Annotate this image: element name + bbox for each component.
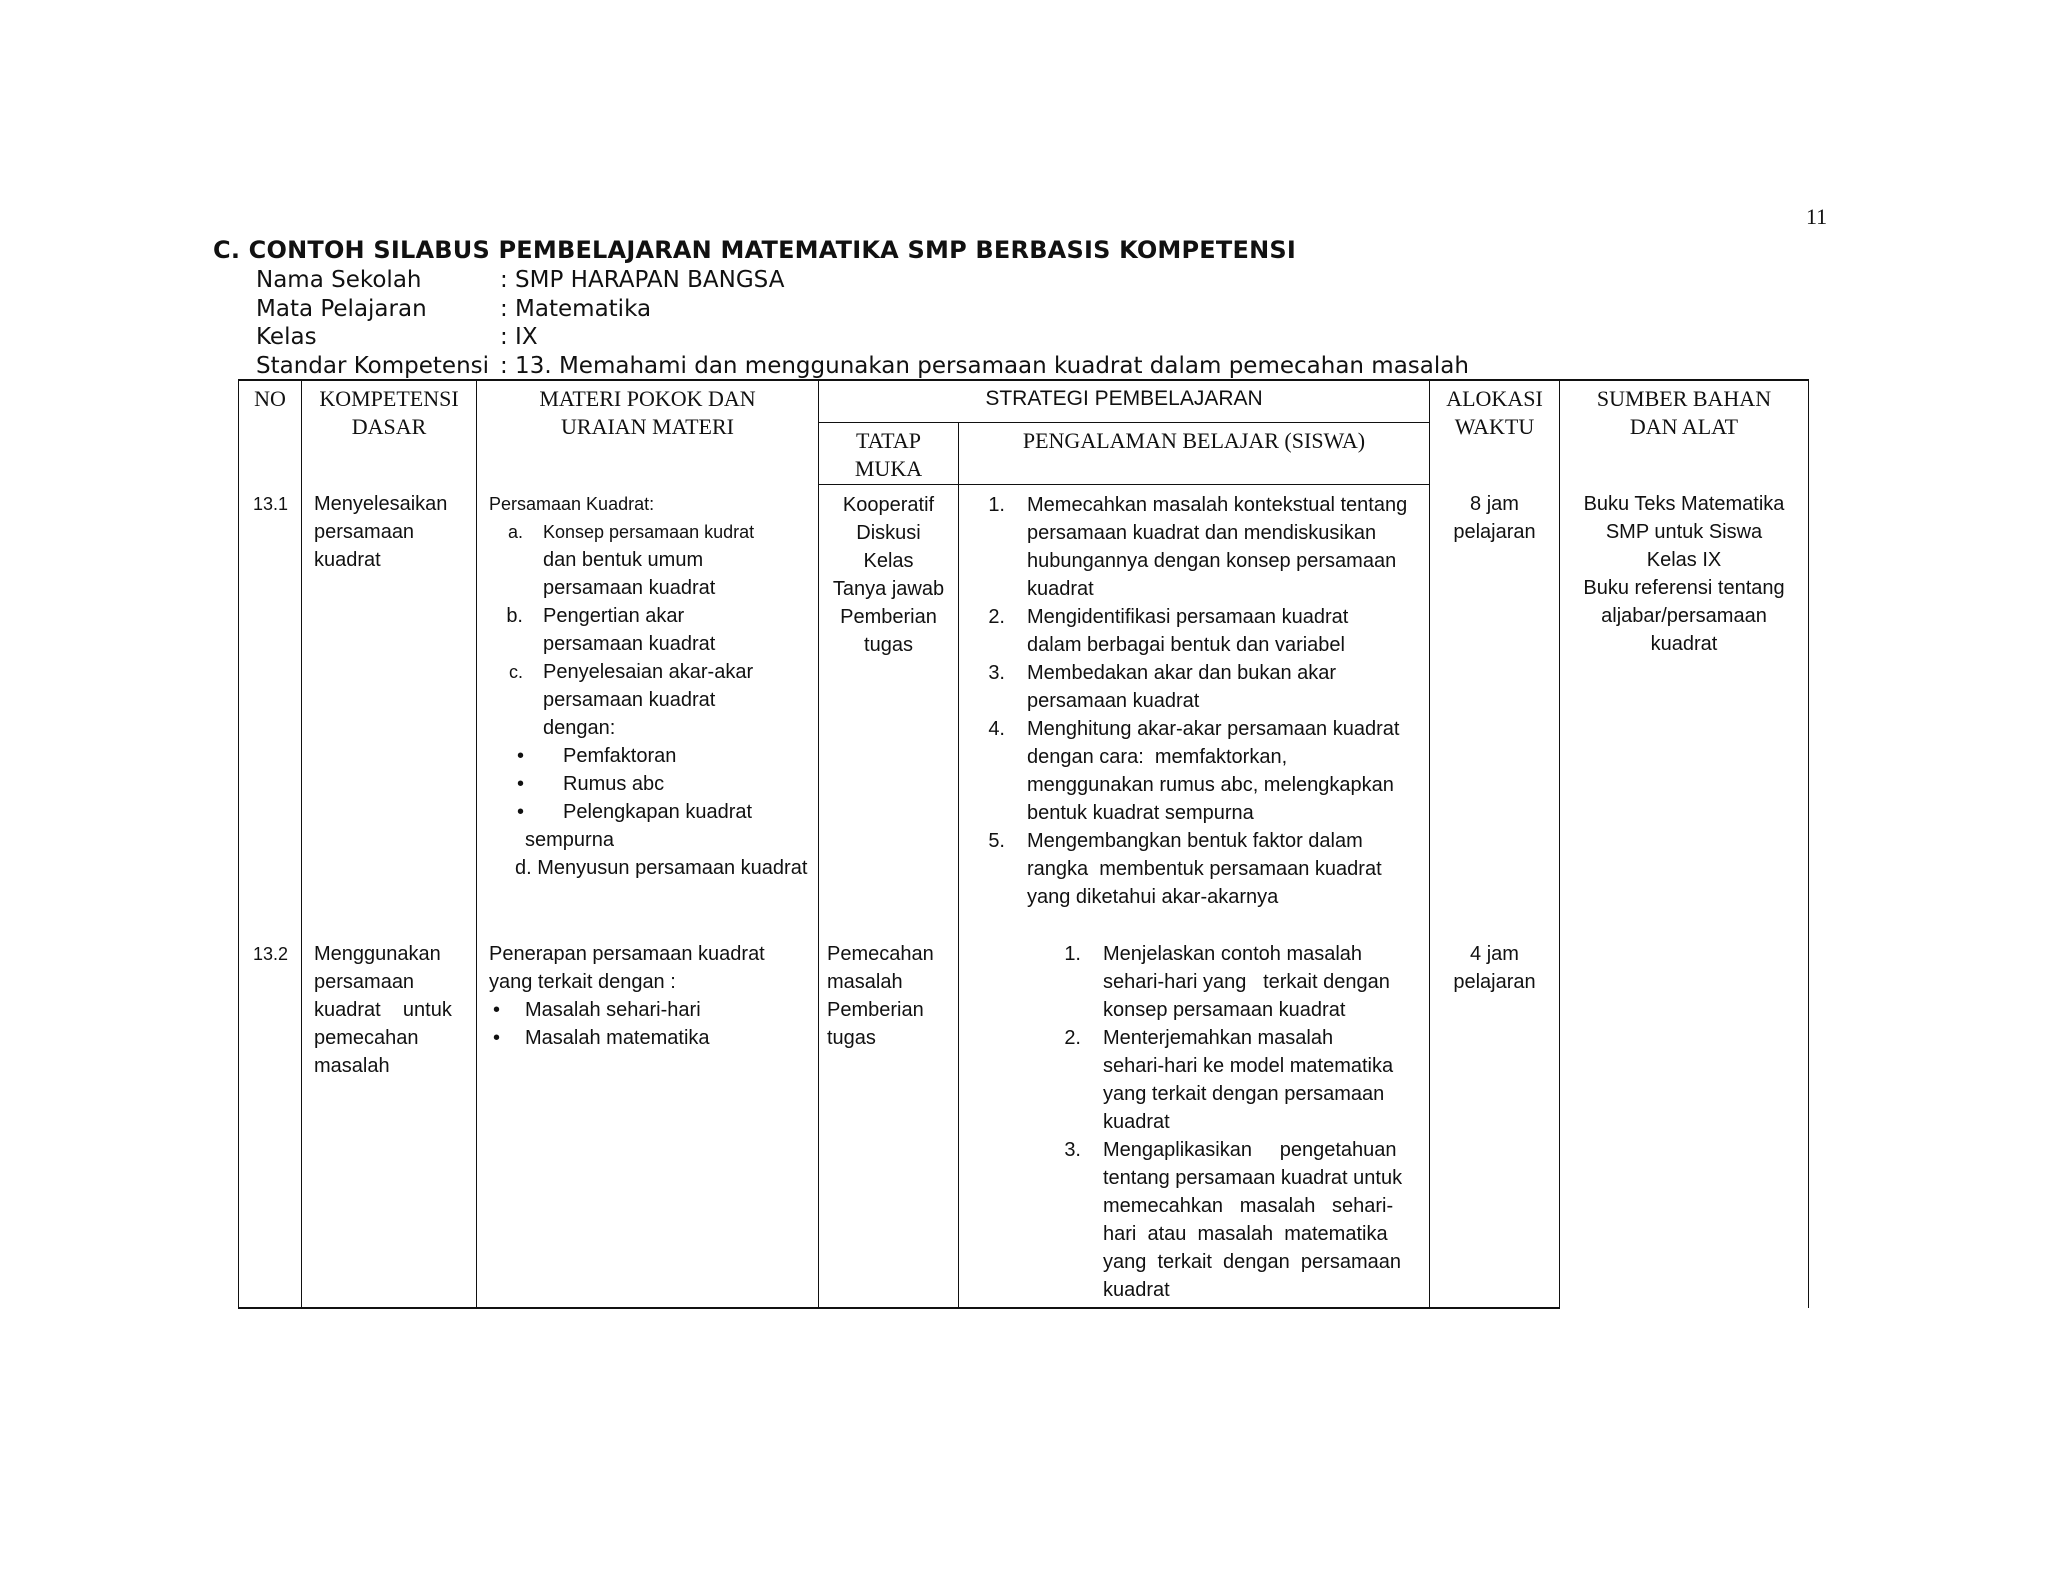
kompetensi-cell <box>302 934 477 1308</box>
list-item <box>489 518 810 602</box>
item-text <box>1027 659 1421 715</box>
cell-line: Menjelaskan contoh masalah <box>1103 943 1363 965</box>
cell-line: bentuk kuadrat sempurna <box>1027 801 1254 824</box>
list-item <box>965 603 1421 659</box>
item-marker: 3. <box>1064 1139 1081 1161</box>
cell-line: 8 jam <box>1470 493 1519 515</box>
cell-line: Kelas <box>863 549 914 572</box>
item-text <box>1103 1136 1419 1304</box>
cell-line: pelajaran <box>1453 971 1536 993</box>
cell-line: Kooperatif <box>842 493 935 516</box>
alokasi-cell <box>1430 484 1560 934</box>
item-text <box>543 518 810 602</box>
cell-line: dan bentuk umum <box>543 549 704 571</box>
pengalaman-cell <box>959 484 1430 934</box>
bullet-item <box>489 1024 810 1052</box>
cell-line: masalah <box>314 1055 390 1077</box>
cell-line: kuadrat untuk <box>314 999 452 1021</box>
cell-line: Membedakan akar dan bukan akar <box>1027 661 1337 684</box>
info-value: : SMP HARAPAN BANGSA <box>500 267 785 293</box>
header-kompetensi: KOMPETENSI DASAR <box>302 380 477 484</box>
tatap-muka-cell <box>819 934 959 1308</box>
bullet-icon: • <box>517 745 525 767</box>
cell-line: sehari-hari ke model matematika <box>1103 1055 1394 1077</box>
header-materi: MATERI POKOK DAN URAIAN MATERI <box>477 380 819 484</box>
cell-line: konsep persamaan kuadrat <box>1103 999 1346 1021</box>
list-item <box>965 940 1419 1024</box>
item-text <box>1027 827 1421 911</box>
cell-line: dengan: <box>543 717 616 739</box>
bullet-icon: • <box>517 773 525 795</box>
list-item <box>489 602 810 658</box>
cell-line: tugas <box>864 633 913 656</box>
row-number: 13.1 <box>239 484 302 934</box>
list-item <box>965 659 1421 715</box>
cell-line: kuadrat <box>314 549 381 571</box>
item-marker: 1. <box>1064 943 1081 965</box>
cell-line: Pengertian akar <box>543 605 685 627</box>
cell-line: Menyelesaikan <box>314 493 448 515</box>
cell-line: menggunakan rumus abc, melengkapkan <box>1027 773 1394 796</box>
cell-line: pelajaran <box>1453 521 1536 543</box>
info-row <box>256 295 1469 324</box>
bullet-item <box>489 742 810 770</box>
cell-line: Pemecahan <box>827 943 934 965</box>
bullet-icon: • <box>493 1027 501 1049</box>
cell-line: masalah <box>827 971 903 993</box>
cell-line: yang terkait dengan persamaan <box>1103 1251 1401 1273</box>
bullet-text: Pemfaktoran <box>563 745 677 767</box>
bullet-text: Masalah sehari-hari <box>525 999 701 1021</box>
cell-line: Mengidentifikasi persamaan kuadrat <box>1027 605 1349 628</box>
header-pengalaman: PENGALAMAN BELAJAR (SISWA) <box>959 422 1430 484</box>
kompetensi-cell <box>302 484 477 934</box>
table-row <box>239 484 1809 934</box>
header-sumber: SUMBER BAHAN DAN ALAT <box>1560 380 1809 484</box>
bullet-item <box>489 798 810 826</box>
item-marker: 2. <box>1064 1027 1081 1049</box>
item-text <box>543 602 810 658</box>
cell-line: Mengaplikasikan pengetahuan <box>1103 1139 1397 1161</box>
info-row <box>256 266 1469 295</box>
info-label: Nama Sekolah <box>256 267 422 293</box>
item-marker: 4. <box>988 717 1005 740</box>
cell-line: Menghitung akar-akar persamaan kuadrat <box>1027 717 1400 740</box>
header-no: NO <box>239 380 302 484</box>
item-text <box>1103 940 1419 1024</box>
materi-cell <box>477 934 819 1308</box>
cell-line: tugas <box>827 1027 876 1049</box>
cell-line: Pemberian <box>840 605 937 628</box>
cell-line: Konsep persamaan kudrat <box>543 522 755 542</box>
syllabus-table <box>238 379 1809 1309</box>
cell-line: memecahkan masalah sehari- <box>1103 1195 1394 1217</box>
cell-line: persamaan kuadrat <box>543 633 716 655</box>
cell-line: Buku Teks Matematika <box>1583 493 1785 515</box>
item-marker: 3. <box>988 661 1005 684</box>
cell-line: Buku referensi tentang <box>1583 577 1785 599</box>
row-number: 13.2 <box>239 934 302 1308</box>
bullet-item <box>489 996 810 1024</box>
item-marker: a. <box>507 522 523 542</box>
cell-line: dengan cara: memfaktorkan, <box>1027 745 1288 768</box>
cell-line: tentang persamaan kuadrat untuk <box>1103 1167 1403 1189</box>
item-text <box>1027 715 1421 827</box>
cell-line: SMP untuk Siswa <box>1605 521 1763 543</box>
cell-line: persamaan kuadrat <box>543 577 716 599</box>
list-item <box>965 827 1421 911</box>
cell-line: Memecahkan masalah kontekstual tentang <box>1027 493 1408 516</box>
cell-line: sehari-hari yang terkait dengan <box>1103 971 1390 993</box>
cell-line: persamaan kuadrat <box>1027 689 1200 712</box>
cell-line: yang diketahui akar-akarnya <box>1027 885 1279 908</box>
cell-line: Kelas IX <box>1646 549 1722 571</box>
item-text <box>1027 603 1421 659</box>
bullet-text: Pelengkapan kuadrat <box>563 801 753 823</box>
info-row <box>256 352 1469 381</box>
cell-line: Penerapan persamaan kuadrat <box>489 943 765 965</box>
cell-line: kuadrat <box>1103 1111 1170 1133</box>
cell-line: sempurna <box>525 829 614 851</box>
bullet-text: Rumus abc <box>563 773 665 795</box>
item-marker: 2. <box>988 605 1005 628</box>
item-marker: 1. <box>988 493 1005 516</box>
cell-line: persamaan <box>314 971 415 993</box>
list-item <box>489 658 810 742</box>
item-marker: 5. <box>988 829 1005 852</box>
info-label: Mata Pelajaran <box>256 295 427 322</box>
bullet-icon: • <box>517 801 525 823</box>
cell-line: d. Menyusun persamaan kuadrat <box>515 857 808 879</box>
page-number: 11 <box>1806 204 1828 229</box>
cell-line: yang terkait dengan : <box>489 971 676 993</box>
info-value: : IX <box>500 324 538 350</box>
list-item <box>965 491 1421 603</box>
header-strategi: STRATEGI PEMBELAJARAN <box>819 380 1430 422</box>
bullet-text: Masalah matematika <box>525 1027 710 1049</box>
item-marker: c. <box>508 662 523 682</box>
list-item <box>965 1024 1419 1136</box>
materi-title: Persamaan Kuadrat: <box>489 494 655 514</box>
info-row <box>256 323 1469 352</box>
alokasi-cell <box>1430 934 1560 1308</box>
cell-line: Pemberian <box>827 999 924 1021</box>
info-label: Standar Kompetensi <box>256 352 490 379</box>
header-alokasi: ALOKASI WAKTU <box>1430 380 1560 484</box>
cell-line: persamaan kuadrat dan mendiskusikan <box>1027 521 1377 544</box>
materi-cell <box>477 484 819 934</box>
header-tatap-muka: TATAP MUKA <box>819 422 959 484</box>
bullet-icon: • <box>493 999 501 1021</box>
cell-line: Diskusi <box>856 521 921 544</box>
cell-line: yang terkait dengan persamaan <box>1103 1083 1385 1105</box>
cell-line: aljabar/persamaan <box>1601 605 1767 627</box>
info-value: : 13. Memahami dan menggunakan persamaan kuadrat dalam pemecahan masalah <box>500 352 1469 379</box>
item-text <box>1103 1024 1419 1136</box>
cell-line: Tanya jawab <box>832 577 945 600</box>
cell-line: persamaan kuadrat <box>543 689 716 711</box>
item-text <box>1027 491 1421 603</box>
list-item <box>965 715 1421 827</box>
cell-line: kuadrat <box>1650 633 1718 655</box>
cell-line: Penyelesaian akar-akar <box>543 661 754 683</box>
cell-line: kuadrat <box>1027 577 1094 600</box>
item-marker: b. <box>506 605 523 627</box>
cell-line: pemecahan <box>314 1027 419 1049</box>
cell-line: Menterjemahkan masalah <box>1103 1027 1334 1049</box>
cell-line: rangka membentuk persamaan kuadrat <box>1027 857 1382 880</box>
sumber-cell <box>1560 484 1809 1308</box>
cell-line: persamaan <box>314 521 415 543</box>
info-value: : Matematika <box>500 295 652 322</box>
cell-line: hubungannya dengan konsep persamaan <box>1027 549 1397 572</box>
list-item <box>965 1136 1419 1304</box>
bullet-item <box>489 770 810 798</box>
syllabus-info <box>256 266 1469 380</box>
pengalaman-cell <box>959 934 1430 1308</box>
cell-line: 4 jam <box>1470 943 1519 965</box>
cell-line: Menggunakan <box>314 943 441 965</box>
page-title: C. CONTOH SILABUS PEMBELAJARAN MATEMATIKA SMP BERBASIS KOMPETENSI <box>213 236 1296 264</box>
cell-line: kuadrat <box>1103 1279 1170 1301</box>
info-label: Kelas <box>256 324 317 350</box>
cell-line: Mengembangkan bentuk faktor dalam <box>1027 829 1363 852</box>
cell-line: dalam berbagai bentuk dan variabel <box>1027 633 1345 656</box>
tatap-muka-cell <box>819 484 959 934</box>
cell-line: hari atau masalah matematika <box>1103 1223 1388 1245</box>
item-text <box>543 658 810 742</box>
